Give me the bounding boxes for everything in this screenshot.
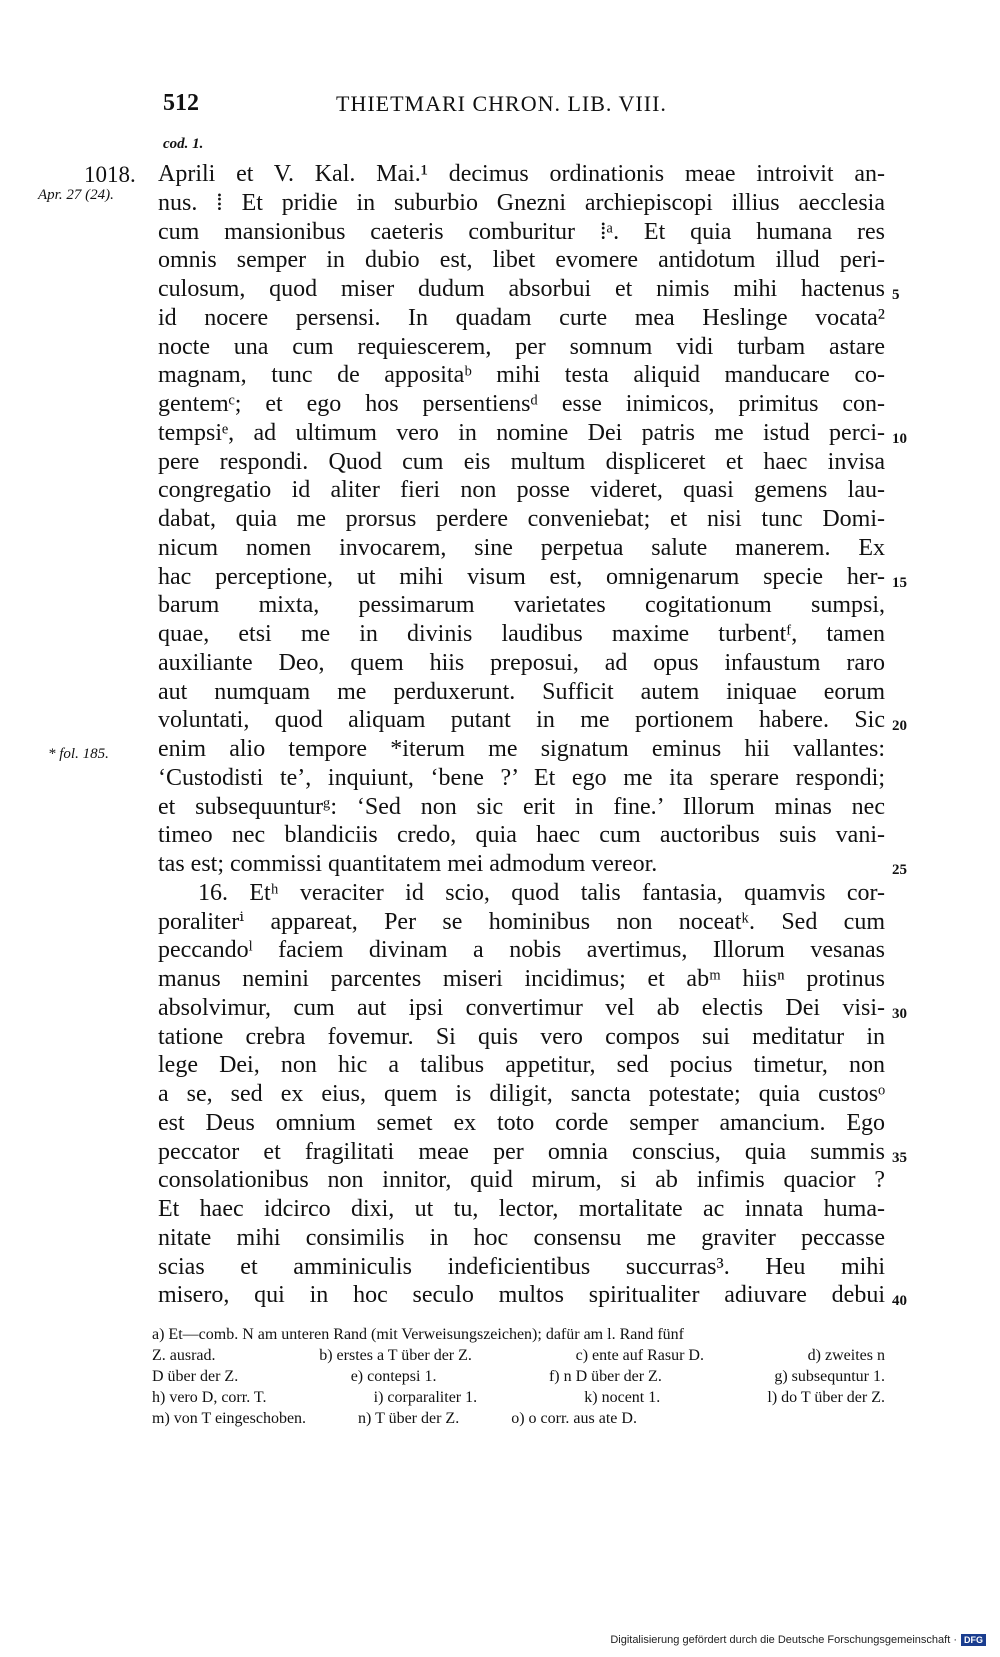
text-line: Aprili et V. Kal. Mai.¹ decimus ordinationis meae introivit an-: [158, 161, 885, 187]
text-line: nicum nomen invocarem, sine perpetua salute manerem. Ex: [158, 534, 885, 561]
footnotes: [152, 1324, 885, 1429]
line-number: 15: [892, 575, 907, 591]
text-line: auxiliante Deo, quem hiis preposui, ad opus infaustum raro: [158, 649, 885, 676]
text-line: timeo nec blandiciis credo, quia haec cum auctoribus suis vani-: [158, 822, 885, 849]
line-number: 25: [892, 862, 907, 878]
footnote: h) vero D, corr. T.: [152, 1389, 267, 1406]
text-line: ‘Custodisti te’, inquiunt, ‘bene ?’ Et ego me ita sperare respondi;: [158, 764, 885, 791]
text-line: peccator et fragilitati meae per omnia conscius, quia summis: [158, 1138, 885, 1165]
text-line: tempsiᵉ, ad ultimum vero in nomine Dei patris me istud perci-: [158, 419, 885, 446]
text-line: tatione crebra fovemur. Si quis vero compos sui meditatur in: [158, 1023, 885, 1050]
text-line: lege Dei, non hic a talibus appetitur, sed pocius timetur, non: [158, 1052, 885, 1079]
footnote: Z. ausrad.: [152, 1347, 216, 1364]
footnote: b) erstes a T über der Z.: [319, 1347, 472, 1364]
text-line: cum mansionibus caeteris comburitur ⁞ᵃ. Et quia humana res: [158, 218, 885, 245]
footnote: e) contepsi 1.: [350, 1368, 437, 1385]
footnote-line: [152, 1408, 885, 1429]
text-line: aut numquam me perduxerunt. Sufficit autem iniquae eorum: [158, 678, 885, 705]
margin-date: Apr. 27 (24).: [38, 187, 114, 203]
text-line: a se, sed ex eius, quem is diligit, sancta potestate; quia custosᵒ: [158, 1081, 885, 1107]
margin-folio-note: * fol. 185.: [48, 746, 109, 762]
footnote: o) o corr. aus ate D.: [511, 1410, 637, 1427]
footnote-line: [152, 1366, 885, 1387]
footnote: a) Et—comb. N am unteren Rand (mit Verweisungszeichen); dafür am l. Rand fünf: [152, 1326, 684, 1343]
line-number: 20: [892, 718, 907, 734]
text-line: enim alio tempore *iterum me signatum eminus hii vallantes:: [158, 736, 885, 762]
text-line: et subsequunturᵍ: ‘Sed non sic erit in fine.’ Illorum minas nec: [158, 793, 885, 820]
credit-text: Digitalisierung gefördert durch die Deutsche Forschungsgemeinschaft ·: [610, 1634, 957, 1646]
text-line: est Deus omnium semet ex toto corde semper amancium. Ego: [158, 1109, 885, 1136]
footnote-line: [152, 1324, 885, 1345]
footnote: l) do T über der Z.: [767, 1389, 885, 1406]
text-line: misero, qui in hoc seculo multos spiritualiter adiuvare debui: [158, 1282, 885, 1309]
page-number: 512: [163, 90, 199, 116]
footnote: k) nocent 1.: [584, 1389, 661, 1406]
text-line: magnam, tunc de appositaᵇ mihi testa aliquid manducare co-: [158, 362, 885, 389]
main-text: [158, 160, 885, 1310]
text-line: dabat, quia me prorsus perdere conveniebat; et nisi tunc Domi-: [158, 506, 885, 532]
text-line: nus. ⁞ Et pridie in suburbio Gnezni archiepiscopi illius aecclesia: [158, 189, 885, 216]
text-line: peccandoˡ faciem divinam a nobis avertimus, Illorum vesanas: [158, 937, 885, 964]
line-number: 5: [892, 287, 900, 303]
footnote-line: [152, 1345, 885, 1366]
text-line: tas est; commissi quantitatem mei admodum vereor.: [158, 851, 658, 877]
footnote: D über der Z.: [152, 1368, 239, 1385]
text-line: quae, etsi me in divinis laudibus maxime turbentᶠ, tamen: [158, 621, 885, 647]
text-line: nitate mihi consimilis in hoc consensu me graviter peccasse: [158, 1224, 885, 1251]
footnote: g) subsequntur 1.: [774, 1368, 885, 1385]
margin-year: 1018.: [84, 162, 136, 187]
text-line: nocte una cum requiescerem, per somnum vidi turbam astare: [158, 333, 885, 360]
text-line: Et haec idcirco dixi, ut tu, lector, mortalitate ac innata huma-: [158, 1196, 885, 1222]
text-line: omnis semper in dubio est, libet evomere antidotum illud peri-: [158, 247, 885, 274]
text-line: 16. Etʰ veraciter id scio, quod talis fantasia, quamvis cor-: [198, 879, 885, 906]
line-number: 30: [892, 1006, 907, 1022]
text-line: gentemᶜ; et ego hos persentiensᵈ esse inimicos, primitus con-: [158, 391, 885, 417]
text-line: manus nemini parcentes miseri incidimus; et abᵐ hiisⁿ protinus: [158, 966, 885, 992]
text-line: barum mixta, pessimarum varietates cogitationum sumpsi,: [158, 592, 885, 619]
footnote-line: [152, 1387, 885, 1408]
dfg-logo: DFG: [961, 1634, 986, 1646]
text-line: scias et amminiculis indeficientibus succurras³. Heu mihi: [158, 1253, 885, 1280]
footnote: f) n D über der Z.: [548, 1368, 662, 1385]
footnote: n) T über der Z.: [358, 1410, 460, 1427]
running-head: THIETMARI CHRON. LIB. VIII.: [336, 91, 667, 116]
footnote: d) zweites n: [807, 1347, 885, 1364]
footnote: i) corparaliter 1.: [373, 1389, 478, 1406]
text-line: culosum, quod miser dudum absorbui et nimis mihi hactenus: [158, 276, 885, 302]
line-number: 40: [892, 1293, 907, 1309]
text-line: hac perceptione, ut mihi visum est, omnigenarum specie her-: [158, 563, 885, 590]
text-line: absolvimur, cum aut ipsi convertimur vel ab electis Dei visi-: [158, 994, 885, 1021]
footnote: c) ente auf Rasur D.: [575, 1347, 704, 1364]
text-line: pere respondi. Quod cum eis multum displiceret et haec invisa: [158, 448, 885, 475]
digitization-credit: [610, 1634, 986, 1646]
text-line: poraliterⁱ appareat, Per se hominibus non noceatᵏ. Sed cum: [158, 908, 885, 935]
text-line: congregatio id aliter fieri non posse videret, quasi gemens lau-: [158, 477, 885, 504]
text-line: consolationibus non innitor, quid mirum, si ab infimis quacior ?: [158, 1167, 885, 1194]
footnote: m) von T eingeschoben.: [152, 1410, 307, 1427]
codex-note: cod. 1.: [163, 136, 204, 152]
line-number: 10: [892, 431, 907, 447]
text-line: id nocere persensi. In quadam curte mea Heslinge vocata²: [158, 304, 885, 331]
text-line: voluntati, quod aliquam putant in me portionem habere. Sic: [158, 707, 885, 734]
line-number: 35: [892, 1150, 907, 1166]
